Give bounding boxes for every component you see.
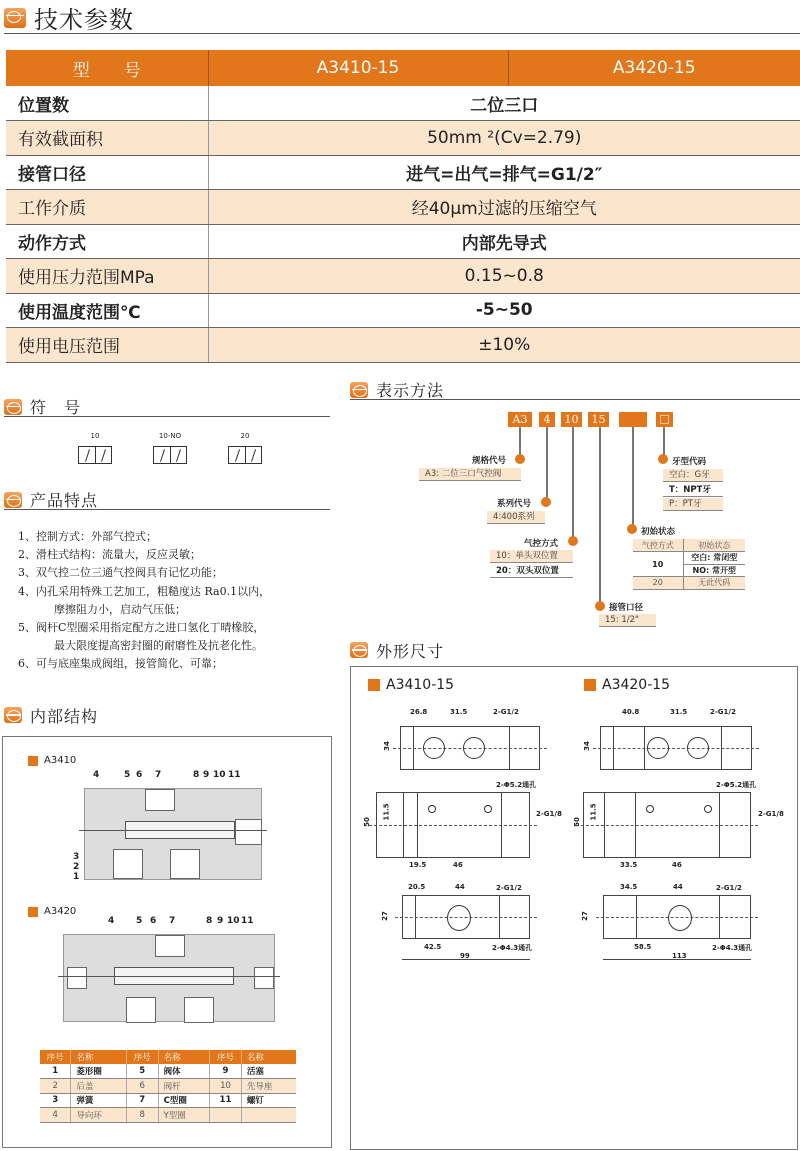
- spec-header-model: A3420-15: [508, 50, 800, 86]
- spec-table: [6, 50, 800, 363]
- feature-item-cont: 最大限度提高密封圈的耐磨性及抗老化性。: [54, 639, 263, 653]
- spec-row: 位置数 二位三口: [6, 86, 800, 121]
- model-tag-a3410: A3410: [28, 755, 76, 766]
- feature-item: 4、内孔采用特殊工艺加工，粗糙度达 Ra0.1以内，: [18, 584, 271, 598]
- spec-row: 使用温度范围℃ -5~50: [6, 293, 800, 328]
- valve-symbol-icon: [78, 446, 112, 464]
- valve-symbol-10-no: 10-NO: [135, 432, 205, 464]
- bullet-dot: [658, 454, 668, 464]
- spec-header-model: A3410-15: [208, 50, 508, 86]
- feature-item-cont: 摩擦阻力小，启动气压低；: [54, 602, 186, 616]
- bullet-dot: [568, 536, 578, 546]
- valve-symbols: [60, 432, 280, 482]
- section-logo-icon: [4, 8, 26, 28]
- feature-item: 6、可与底座集成阀组，接管简化、可靠；: [18, 657, 223, 671]
- parts-row: 3 弹簧 7 C型圈 11 螺钉: [40, 1093, 296, 1108]
- spec-row: 工作介质 经40μm过滤的压缩空气: [6, 190, 800, 225]
- cross-section-a3420: [63, 934, 275, 1022]
- feature-item: 3、双气控二位三通气控阀具有记忆功能；: [18, 566, 223, 580]
- a3420-top-view: [600, 726, 752, 770]
- section-title-tech-params: 技术参数: [4, 4, 800, 34]
- a3420-bottom-view: [603, 895, 751, 939]
- bullet-dot: [515, 454, 525, 464]
- orange-square-icon: [28, 907, 38, 917]
- a3410-side-view: [376, 792, 530, 858]
- cross-section-a3410: [84, 788, 262, 880]
- orange-square-icon: [584, 679, 596, 691]
- feature-item: 5、阀杆C型圈采用指定配方之进口氢化丁晴橡胶，: [18, 621, 265, 635]
- code-initial: [619, 412, 647, 427]
- parts-row: 1 菱形圈 5 阀体 9 活塞: [40, 1064, 296, 1079]
- a3420-side-view: [583, 792, 751, 858]
- model-tag-a3420: A3420: [28, 906, 76, 917]
- section-logo-icon: [4, 707, 22, 723]
- section-logo-icon: [4, 492, 22, 508]
- spec-row: 动作方式 内部先导式: [6, 224, 800, 259]
- model-tag-a3420-15: A3420-15: [584, 677, 670, 693]
- a3410-top-view: [400, 726, 540, 770]
- valve-symbol-20: 20: [210, 432, 280, 464]
- valve-symbol-10: 10: [60, 432, 130, 464]
- spec-header-label: 型 号: [6, 50, 208, 86]
- spec-row: 有效截面积 50mm ²(Cv=2.79): [6, 121, 800, 156]
- a3410-bottom-view: [402, 895, 530, 939]
- initial-state-table: 气控方式 初始状态 10 空白: 常闭型 NO: 常开型 20 无此代码: [633, 539, 745, 590]
- section-logo-icon: [350, 382, 368, 398]
- spec-row: 使用电压范围 ±10%: [6, 328, 800, 363]
- valve-symbol-icon: [228, 446, 262, 464]
- feature-item: 1、控制方式：外部气控式；: [18, 530, 157, 543]
- model-tag-a3410-15: A3410-15: [368, 677, 454, 693]
- code-spec: A3: [508, 412, 532, 427]
- parts-table: [40, 1050, 296, 1123]
- section-title-ordering: 表示方法: [350, 380, 800, 400]
- parts-row: 2 后盖 6 阀杆 10 先导座: [40, 1079, 296, 1094]
- bullet-dot: [627, 524, 637, 534]
- spec-header-row: [6, 50, 800, 86]
- section-logo-icon: [4, 399, 22, 415]
- code-thread: [656, 412, 673, 427]
- code-port: 15: [588, 412, 609, 427]
- bullet-dot: [595, 601, 605, 611]
- code-control: 10: [561, 412, 582, 427]
- feature-item: 2、滑柱式结构：流量大，反应灵敏；: [18, 548, 201, 562]
- orange-square-icon: [368, 679, 380, 691]
- feature-list: [18, 528, 270, 674]
- parts-header: 序号 名称 序号 名称 序号 名称: [40, 1050, 296, 1064]
- section-title-internal: 内部结构: [4, 705, 330, 725]
- bullet-dot: [541, 497, 551, 507]
- parts-row: 4 导向环 8 Y型圈: [40, 1108, 296, 1123]
- section-title-symbol: 符 号: [4, 397, 330, 417]
- section-title-dimensions: 外形尺寸: [350, 640, 800, 660]
- orange-square-icon: [28, 756, 38, 766]
- valve-symbol-icon: [153, 446, 187, 464]
- section-title-features: 产品特点: [4, 490, 330, 510]
- spec-row: 接管口径 进气=出气=排气=G1/2″: [6, 155, 800, 190]
- code-series: 4: [539, 412, 555, 427]
- spec-row: 使用压力范围MPa 0.15~0.8: [6, 259, 800, 294]
- section-logo-icon: [350, 642, 368, 658]
